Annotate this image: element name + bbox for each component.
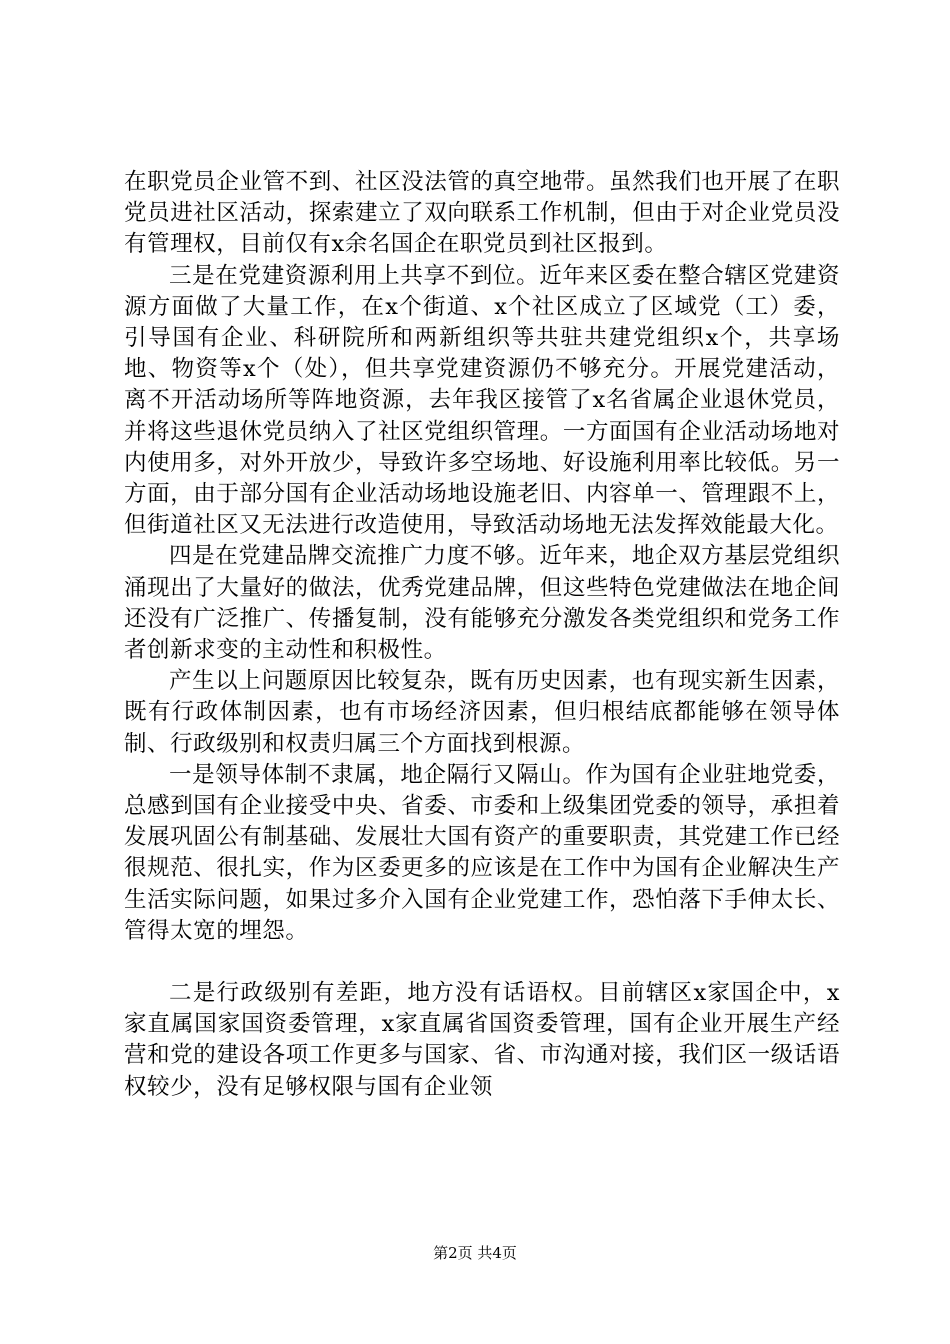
paragraph-cause-one: 一是领导体制不隶属，地企隔行又隔山。作为国有企业驻地党委，总感到国有企业接受中央、省委、市委和上级集团党委的领导，承担着发展巩固公有制基础、发展壮大国有资产的重要职责，其党建工作已经很规范、很扎实，作为区委更多的应该是在工作中为国有企业解决生产生活实际问题，如果过多介入国有企业党建工作，恐怕落下手伸太长、管得太宽的埋怨。 [124, 761, 840, 944]
document-body [124, 167, 840, 1103]
paragraph-point-three: 三是在党建资源利用上共享不到位。近年来区委在整合辖区党建资源方面做了大量工作，在x个街道、x个社区成立了区域党（工）委，引导国有企业、科研院所和两新组织等共驻共建党组织x个，共享场地、物资等x个（处），但共享党建资源仍不够充分。开展党建活动，离不开活动场所等阵地资源，去年我区接管了x名省属企业退休党员，并将这些退休党员纳入了社区党组织管理。一方面国有企业活动场地对内使用多，对外开放少，导致许多空场地、好设施利用率比较低。另一方面，由于部分国有企业活动场地设施老旧、内容单一、管理跟不上，但街道社区又无法进行改造使用，导致活动场地无法发挥效能最大化。 [124, 262, 840, 539]
page-number: 第2页 共4页 [433, 1244, 517, 1262]
paragraph-cause-two: 二是行政级别有差距，地方没有话语权。目前辖区x家国企中，x家直属国家国资委管理，x家直属省国资委管理，国有企业开展生产经营和党的建设各项工作更多与国家、省、市沟通对接，我们区一级话语权较少，没有足够权限与国有企业领 [124, 980, 840, 1100]
paragraph-causes-intro: 产生以上问题原因比较复杂，既有历史因素，也有现实新生因素，既有行政体制因素，也有市场经济因素，但归根结底都能够在领导体制、行政级别和权责归属三个方面找到根源。 [124, 668, 840, 757]
paragraph-point-four: 四是在党建品牌交流推广力度不够。近年来，地企双方基层党组织涌现出了大量好的做法，优秀党建品牌，但这些特色党建做法在地企间还没有广泛推广、传播复制，没有能够充分激发各类党组织和党务工作者创新求变的主动性和积极性。 [124, 543, 840, 664]
paragraph-continuation: 在职党员企业管不到、社区没法管的真空地带。虽然我们也开展了在职党员进社区活动，探索建立了双向联系工作机制，但由于对企业党员没有管理权，目前仅有x余名国企在职党员到社区报到。 [124, 169, 840, 258]
